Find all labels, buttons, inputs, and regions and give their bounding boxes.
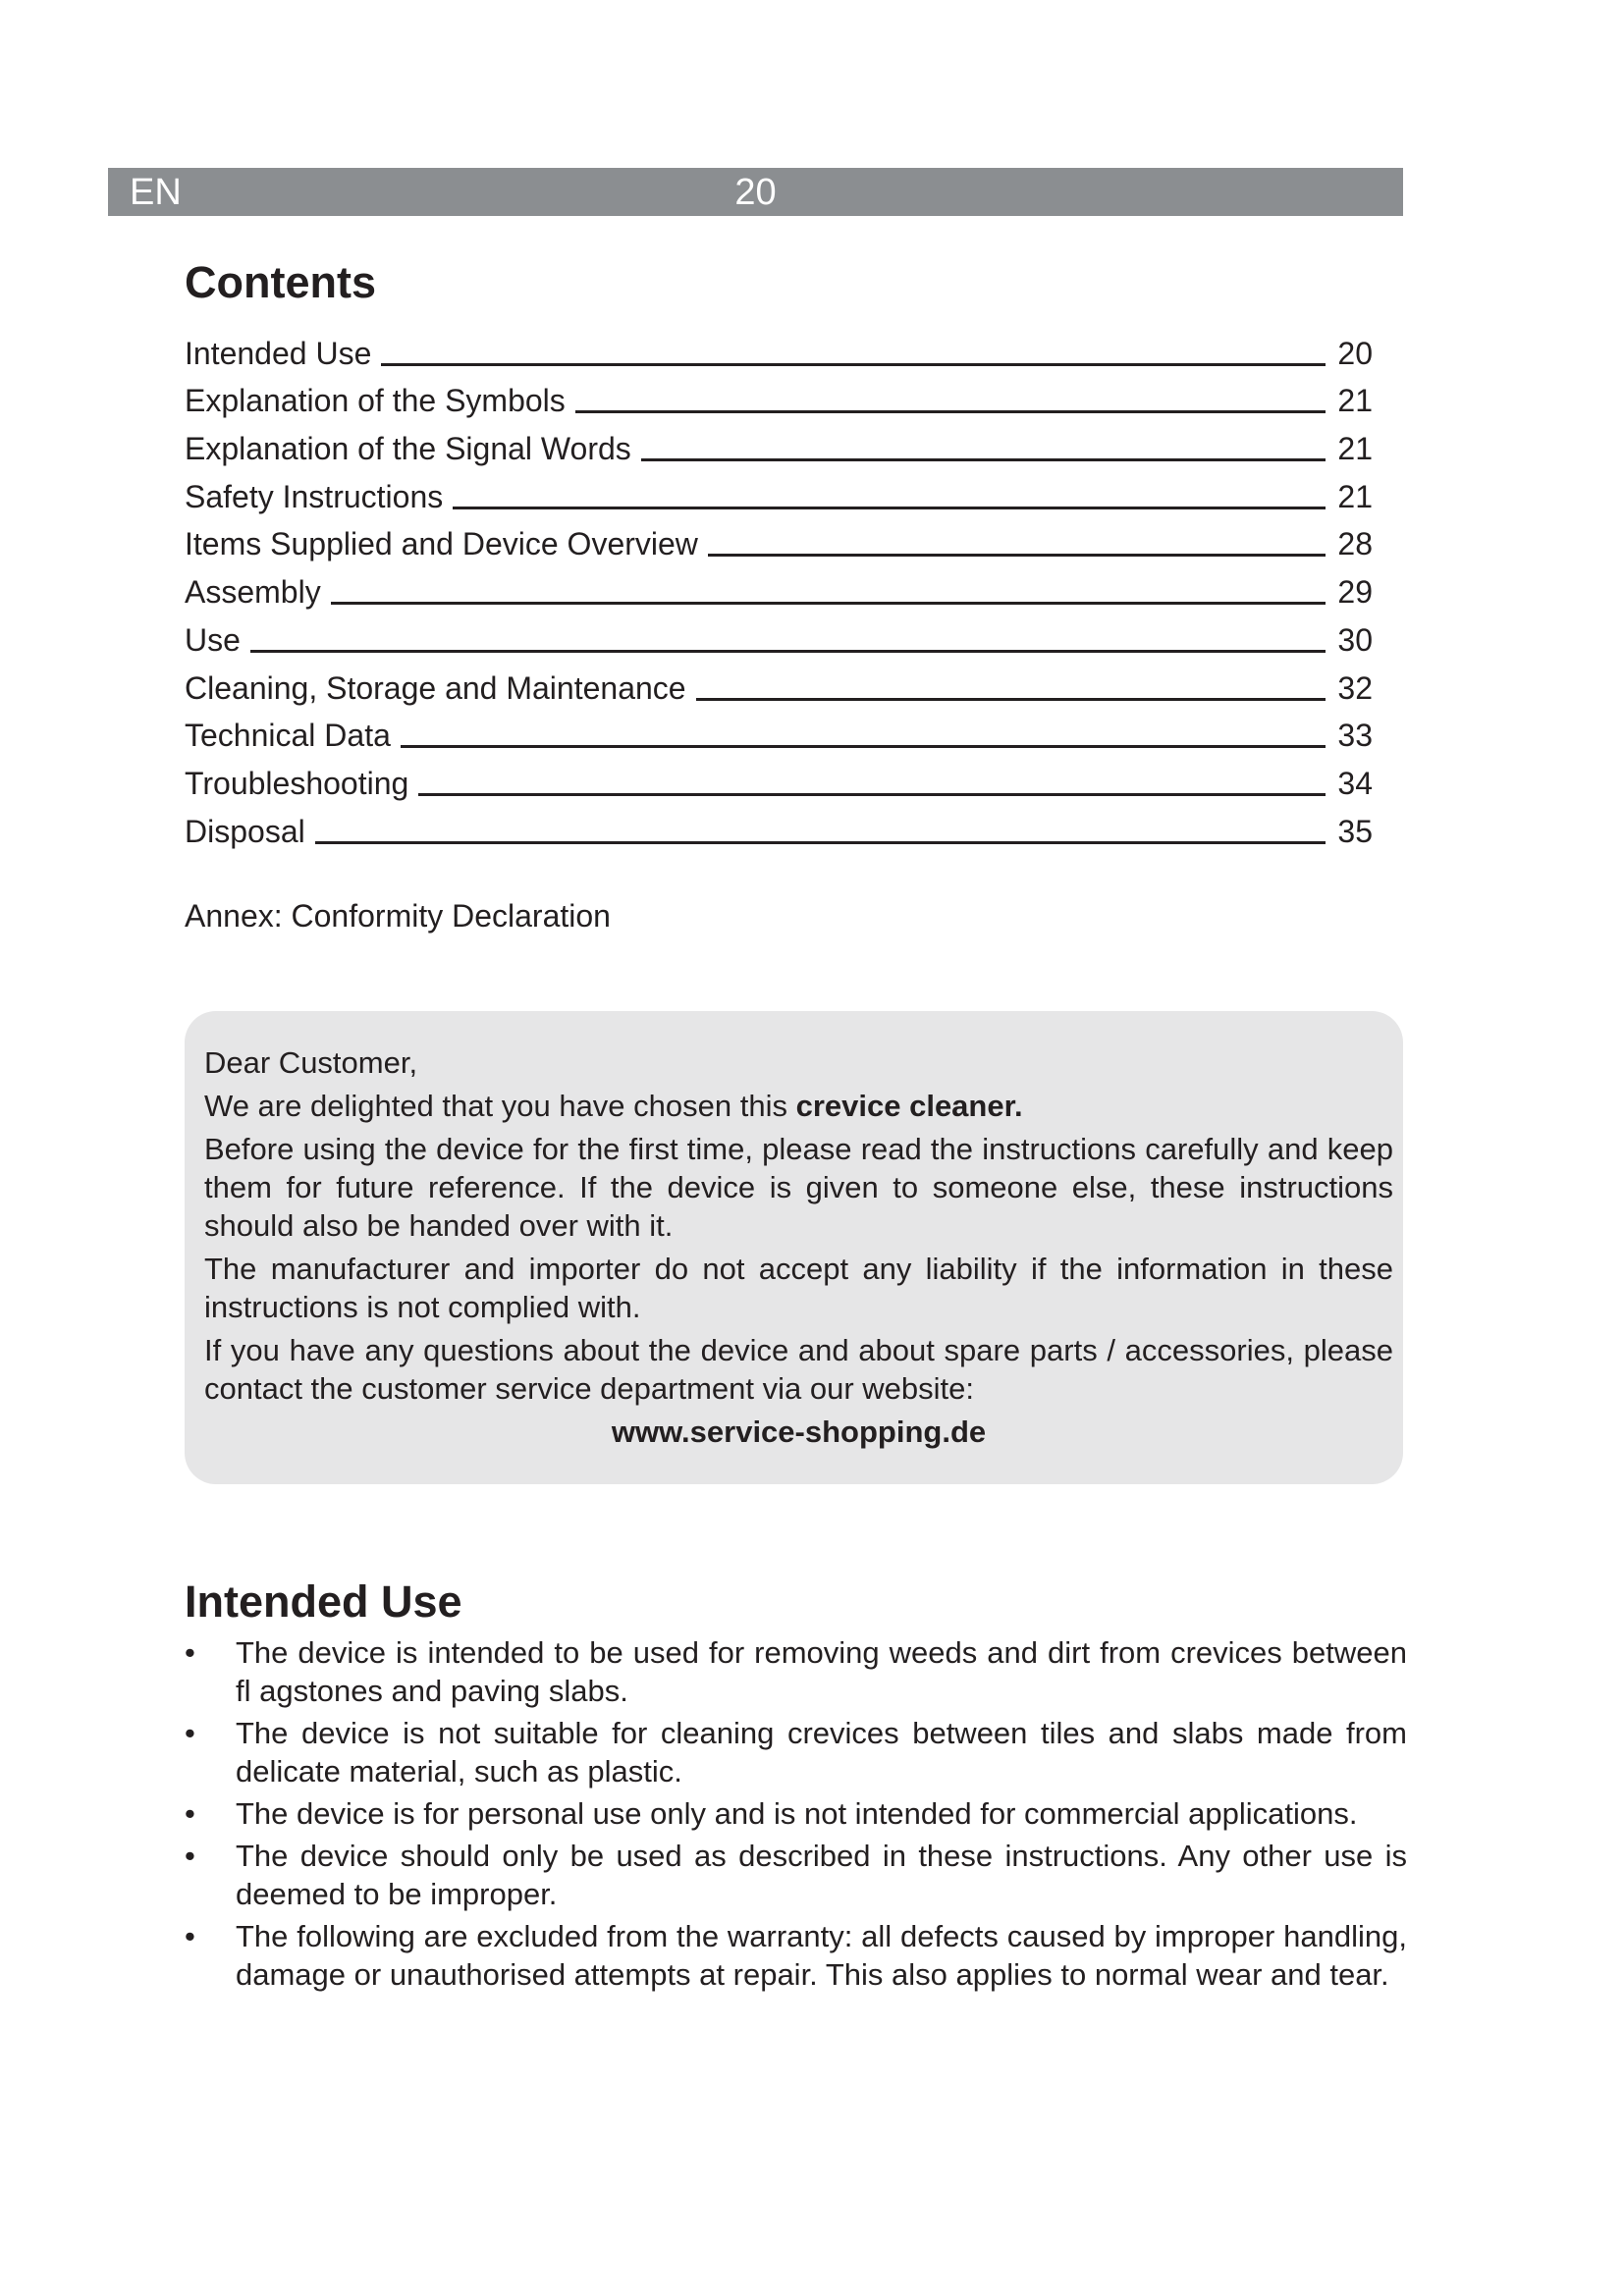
toc-page: 28 (1337, 526, 1373, 562)
toc-leader-line (708, 554, 1326, 557)
toc-label: Use (185, 621, 241, 658)
toc-page: 29 (1337, 574, 1373, 611)
toc-label: Technical Data (185, 718, 391, 754)
toc-entry[interactable] (185, 562, 1373, 611)
list-item: • The device is for personal use only and is not intended for commercial applications. (185, 1796, 1358, 1831)
toc-label: Cleaning, Storage and Maintenance (185, 669, 686, 706)
toc-leader-line (575, 410, 1326, 413)
toc-entry[interactable] (185, 515, 1373, 563)
greeting: Dear Customer, (204, 1045, 418, 1080)
customer-letter (185, 1011, 1403, 1484)
page-number: 20 (734, 172, 777, 213)
toc-page: 32 (1337, 669, 1373, 706)
annex-note: Annex: Conformity Declaration (185, 898, 611, 934)
toc-leader-line (250, 650, 1326, 653)
toc-leader-line (641, 458, 1326, 461)
language-label: EN (130, 172, 182, 213)
contents-heading: Contents (185, 257, 376, 307)
website-link[interactable]: www.service-shopping.de (611, 1415, 987, 1449)
bullet-icon: • (185, 1635, 195, 1670)
list-item: • The device is not suitable for cleaning crevices between tiles and slabs made from delicate material, such as plastic. (185, 1716, 1407, 1789)
toc-leader-line (401, 745, 1326, 748)
toc-entry[interactable] (185, 467, 1373, 515)
toc-page: 21 (1337, 383, 1373, 419)
bullet-icon: • (185, 1839, 195, 1873)
toc-page: 20 (1337, 335, 1373, 371)
toc-page: 33 (1337, 718, 1373, 754)
letter-paragraph: If you have any questions about the device and about spare parts / accessories, please contact the customer service department via our website: (204, 1333, 1393, 1406)
toc-entry[interactable] (185, 324, 1373, 372)
table-of-contents (185, 324, 1373, 850)
toc-entry[interactable] (185, 754, 1373, 802)
intended-use-list (185, 1633, 1407, 1998)
toc-entry[interactable] (185, 372, 1373, 420)
toc-entry[interactable] (185, 707, 1373, 755)
product-name: crevice cleaner. (795, 1089, 1023, 1123)
toc-entry[interactable] (185, 611, 1373, 659)
toc-leader-line (331, 602, 1326, 605)
toc-leader-line (453, 507, 1326, 509)
toc-leader-line (381, 363, 1326, 366)
toc-page: 30 (1337, 621, 1373, 658)
toc-label: Explanation of the Symbols (185, 383, 566, 419)
toc-leader-line (418, 793, 1326, 796)
toc-page: 21 (1337, 478, 1373, 514)
intro: We are delighted that you have chosen this crevice cleaner. (204, 1089, 1023, 1123)
toc-entry[interactable] (185, 419, 1373, 467)
letter-paragraph: Before using the device for the first time, please read the instructions carefully and keep them for future reference. If the device is given to someone else, these instructions should also be handed over with it. (204, 1132, 1393, 1243)
toc-label: Safety Instructions (185, 478, 444, 514)
bullet-icon: • (185, 1796, 195, 1831)
intended-use-heading: Intended Use (185, 1576, 462, 1627)
toc-label: Assembly (185, 574, 321, 611)
toc-entry[interactable] (185, 659, 1373, 707)
toc-label: Items Supplied and Device Overview (185, 526, 698, 562)
list-item: • The device should only be used as described in these instructions. Any other use is deemed to be improper. (185, 1839, 1407, 1911)
toc-page: 34 (1337, 765, 1373, 801)
toc-entry[interactable] (185, 802, 1373, 850)
list-item: • The following are excluded from the warranty: all defects caused by improper handling, damage or unauthorised attempts at repair. This also applies to normal wear and tear. (185, 1919, 1407, 1992)
toc-label: Disposal (185, 813, 305, 849)
bullet-icon: • (185, 1919, 195, 1953)
toc-label: Intended Use (185, 335, 372, 371)
toc-label: Explanation of the Signal Words (185, 431, 631, 467)
toc-label: Troubleshooting (185, 765, 409, 801)
toc-page: 35 (1337, 813, 1373, 849)
page-header (108, 168, 1403, 216)
bullet-icon: • (185, 1716, 195, 1750)
list-item: • The device is intended to be used for removing weeds and dirt from crevices between fl agstones and paving slabs. (185, 1635, 1407, 1708)
toc-leader-line (696, 698, 1326, 701)
toc-page: 21 (1337, 431, 1373, 467)
toc-leader-line (315, 841, 1326, 844)
letter-paragraph: The manufacturer and importer do not accept any liability if the information in these instructions is not complied with. (204, 1252, 1393, 1324)
